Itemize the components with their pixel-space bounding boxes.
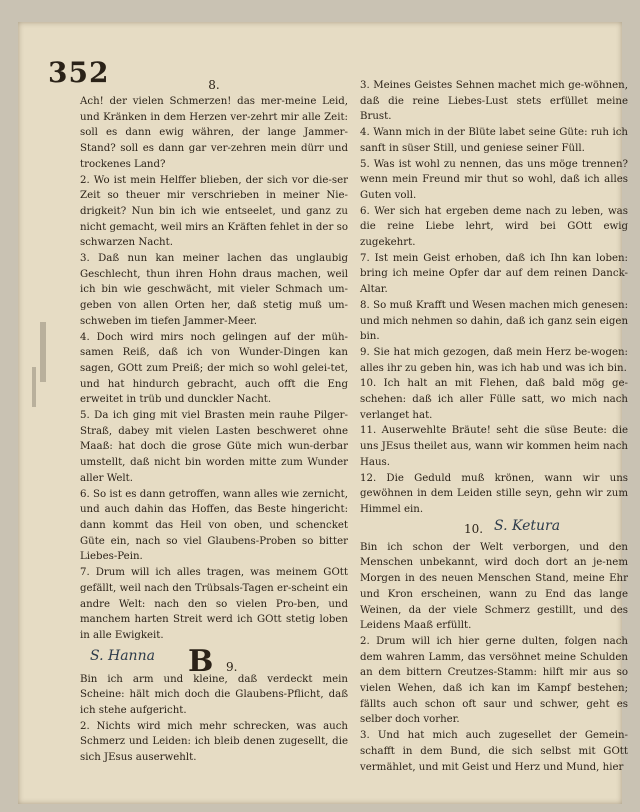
left-column xyxy=(80,78,348,766)
hymn-number: 10. xyxy=(464,521,484,536)
verse: 11. Auserwehlte Bräute! seht die süse Beute: die uns JEsus theilet aus, wann wir kommen heim nach Haus. xyxy=(360,425,628,468)
verse: 6. Wer sich hat ergeben deme nach zu leben, was die reine Liebe lehrt, wird bei GOtt ewig zugekehrt. xyxy=(360,205,628,249)
verse: 8. So muß Krafft und Wesen machen mich genesen: und mich nehmen so dahin, daß ich ganz sein eigen bin. xyxy=(360,299,628,343)
decorative-initial: B xyxy=(188,643,214,679)
verse: 7. Drum will ich alles tragen, was meinem GOtt gefällt, weil nach den Trübsals-Tagen er-scheint ein andre Welt: nach den so vielen Pro-ben, und manchem harten Streit werd ich GOtt stetig loben in alle Ewigkeit. xyxy=(80,567,348,641)
verse: Bin ich arm und kleine, daß verdeckt mein Scheine: hält mich doch die Glaubens-Pflicht, daß ich stehe aufgericht. xyxy=(80,673,348,717)
verse: Ach! der vielen Schmerzen! das mer-meine Leid, und Kränken in dem Herzen ver-zehrt mir alle Zeit: soll es dann ewig währen, der lange Jammer-Stand? soll es dann gar ver-zehren mein dürr und trockenes Land? xyxy=(80,96,348,170)
verse: 2. Drum will ich hier gerne dulten, folgen nach dem wahren Lamm, das versöhnet meine Schulden an dem bittern Creutzes-Stamm: hilft mir aus so vielen Wehen, daß ich kan im Kampf bestehen; fällts auch schon oft saur und schwer, geht es selber doch vorher. xyxy=(360,635,628,726)
hymn-10-heading xyxy=(360,518,628,540)
hymn-number: 8. xyxy=(208,78,220,92)
page-number: 352 xyxy=(48,56,110,89)
verse: 9. Sie hat mich gezogen, daß mein Herz be-wogen: alles ihr zu geben hin, was ich hab und was ich bin. xyxy=(360,346,628,374)
verse: Bin ich schon der Welt verborgen, und den Menschen unbekannt, wird doch dort an je-nem Morgen in des neuen Menschen Stand, meine Ehr und Kron erscheinen, wann zu End das lange Weinen, da der viele Schmerz gestillt, und des Leidens Maaß erfüllt. xyxy=(360,541,628,632)
verse: 2. Nichts wird mich mehr schrecken, was auch Schmerz und Leiden: ich bleib denen zugesellt, die sich JEsus auserwehlt. xyxy=(80,720,348,764)
verse: 4. Wann mich in der Blüte labet seine Güte: ruh ich sanft in süser Still, und geniese seiner Füll. xyxy=(360,127,628,154)
verse: 2. Wo ist mein Helffer blieben, der sich vor die-ser Zeit so theuer mir verschrieben in meiner Nie-drigkeit? Nun bin ich wie entseelet, und ganz zu nicht gemacht, weil mirs an Kräften fehlet in der so schwarzen Nacht. xyxy=(80,174,348,249)
hymn-number: 9. xyxy=(226,659,238,674)
handwritten-signature: S. Hanna xyxy=(90,647,155,664)
handwritten-signature: S. Ketura xyxy=(494,517,561,534)
verse: 6. So ist es dann getroffen, wann alles wie zernicht, und auch dahin das Hoffen, das Beste hingericht: dann kommt das Heil von oben, und schencket Güte ein, nach so viel Glaubens-Proben so bitter Liebes-Pein. xyxy=(80,488,348,563)
pencil-mark xyxy=(32,367,36,407)
right-column xyxy=(360,78,628,775)
verse: 3. Daß nun kan meiner lachen das unglaubig Geschlecht, thun ihren Hohn draus machen, weil ich bin wie geschwächt, mit vieler Schmach um-geben von allen Orten her, daß stetig muß um-schweben im tiefen Jammer-Meer. xyxy=(80,253,348,327)
verse: 3. Und hat mich auch zugesellet der Gemein-schafft in dem Bund, die sich selbst mit GOtt vermählet, und mit Geist und Herz und Mund, hier xyxy=(360,730,628,773)
verse: 3. Meines Geistes Sehnen machet mich ge-wöhnen, daß die reine Liebes-Lust stets erfüllet meine Brust. xyxy=(360,80,628,123)
verse: 5. Da ich ging mit viel Brasten mein rauhe Pilger-Straß, dabey mit vielen Lasten beschweret ohne Maaß: hat doch die grose Güte mich wun-derbar umstellt, daß nicht bin worden mitte zum Wunder aller Welt. xyxy=(80,410,348,484)
verse: 4. Doch wird mirs noch gelingen auf der müh-samen Reiß, daß ich von Wunder-Dingen kan sagen, GOtt zum Preiß; der mich so wohl gelei-tet, und hat hindurch gebracht, auch offt die Eng erweitet in trüb und dunckler Nacht. xyxy=(80,331,348,406)
hymnal-page xyxy=(18,22,628,804)
hymn-9-heading xyxy=(80,643,348,679)
verse: 12. Die Geduld muß krönen, wann wir uns gewöhnen in dem Leiden stille seyn, gehn wir zum Himmel ein. xyxy=(360,472,628,515)
pencil-mark xyxy=(40,322,46,382)
verse: 5. Was ist wohl zu nennen, das uns möge trennen? wenn mein Freund mir thut so wohl, daß ich alles Guten voll. xyxy=(360,158,628,201)
verse: 7. Ist mein Geist erhoben, daß ich Ihn kan loben: bring ich meine Opfer dar auf dem reinen Danck-Altar. xyxy=(360,252,628,296)
verse: 10. Ich halt an mit Flehen, daß bald mög ge-schehen: daß ich aller Fülle satt, wo mich nach verlanget hat. xyxy=(360,378,628,421)
